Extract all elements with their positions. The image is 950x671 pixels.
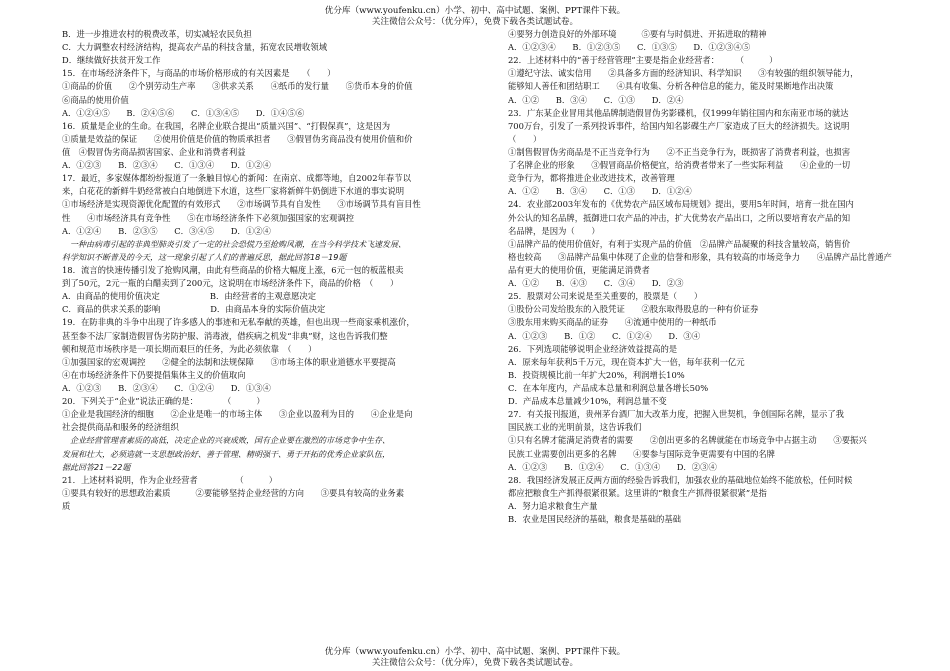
text-line: 外公认的知名品牌，抵御进口农产品的冲击，扩大优势农产品出口，之所以要培育农产品的知 (508, 212, 851, 223)
text-line: 民族工业需要创出更多的名牌 ④要参与国际竞争更需要有中国的名牌 (508, 448, 775, 459)
text-line: 顿和规范市场秩序是一项长期而艰巨的任务，为此必须依靠 （ ） (62, 343, 317, 354)
text-line: 格也较高 ③品牌产品集中体现了企业的信誉和形象，具有较高的市场竞争力 ④品牌产品比普通产 (508, 251, 892, 262)
text-line: B．农业是国民经济的基础，粮食是基础的基础 (508, 514, 682, 525)
text-line: 18．流言的快速传播引发了抢购风潮，由此有些商品的价格大幅度上涨，6元一包的板蓝根卖 (62, 264, 404, 275)
text-line: 甚至参不法厂家制造假冒伪劣防护服、消毒液，借疾病之机发“非典”财，这也告诉我们整 (62, 330, 388, 341)
header-line-1: 优分库（www.youfenku.cn）小学、初中、高中试题、案例、PPT课件下载。 (324, 6, 626, 16)
text-line: A．①②③④ B．①②③⑤ C．①③⑤ D．①②③④⑤ (508, 42, 751, 53)
footer-line-1: 优分库（www.youfenku.cn）小学、初中、高中试题、案例、PPT课件下载。 (324, 647, 626, 657)
text-line: 品有更大的使用价值，更能满足消费者 (508, 264, 650, 275)
text-line: ①股份公司发给股东的入股凭证 ②股东取得股息的一种有价证券 (508, 304, 759, 315)
text-line: 能够知人善任和团结职工 ④具有收集、分析各种信息的能力，能及时果断地作出决策 (508, 81, 834, 92)
text-line: 企业经营管理者素质的高低，决定企业的兴衰成败，国有企业要在激烈的市场竞争中生存、 (62, 436, 390, 446)
text-line: 社会提供商品和服务的经济组织 (62, 422, 179, 433)
text-line: 22．上述材料中的“善于经营管理”主要是指企业经营者： （ ） (508, 55, 778, 66)
text-line: A．①②③ B．②③④ C．①②④ D．①③④ (62, 382, 271, 393)
text-line: D．产品成本总量减少10%，利润总量不变 (508, 396, 667, 407)
text-line: ①遵纪守法、诚实信用 ②具备多方面的经济知识、科学知识 ③有较强的组织领导能力， (508, 68, 859, 79)
text-line: 一种由病毒引起的非典型肺炎引发了一定的社会恐慌乃至抢购风潮，在当今科学技术飞速发展、 (62, 239, 406, 249)
page-footer (0, 647, 950, 668)
text-line: A．努力追求粮食生产量 (508, 500, 598, 511)
text-line: ①企业是我国经济的细胞 ②企业是唯一的市场主体 ③企业以盈利为目的 ④企业是向 (62, 409, 413, 420)
text-line: 性 ④市场经济具有竞争性 ⑤在市场经济条件下必须加强国家的宏观调控 (62, 212, 355, 223)
text-line: ①市场经济是实现资源优化配置的有效形式 ②市场调节具有自发性 ③市场调节具有盲目性 (62, 199, 421, 210)
text-line: 23．广东某企业冒用其他品牌制造假冒伪劣影碟机，仅1999年销往国内和东南亚市场的就达 (508, 107, 849, 118)
text-line: 质 (62, 500, 71, 511)
text-line: 都应把粮食生产抓得很紧很紧。这里讲的“粮食生产抓得很紧很紧”是指 (508, 487, 767, 498)
text-line: 26．下列选项能够说明企业经济效益提高的是 (508, 343, 678, 354)
text-line: ④在市场经济条件下仍要提倡集体主义的价值取向 (62, 369, 246, 380)
footer-line-2: 关注微信公众号：（优分库），免费下载各类试题试卷。 (371, 657, 579, 668)
text-line: 科学知识不断普及的今天，这一现象引起了人们的普遍反思，据此回答18－19题 (62, 252, 347, 262)
text-line: 来，白花花的新鲜牛奶经常被白白地倒进下水道，这些厂家将新鲜牛奶倒进下水道的事实说明 (62, 186, 405, 197)
right-column (508, 28, 932, 526)
text-line: 据此回答21－22题 (62, 462, 131, 472)
text-line: C．商品的供求关系的影响 D．由商品本身的实际价值决定 (62, 304, 326, 315)
text-line: A．①② B．④③ C．③④ D．②③ (508, 278, 684, 289)
text-line: 到了50元，2元一瓶的白醋卖到了200元，这说明在市场经济条件下，商品的价格 （ ） (62, 278, 399, 289)
text-line: 16．质量是企业的生命。在我国，名牌企业联合提出“质量兴国”、“打假保真”，这是因为 (62, 120, 391, 131)
text-line: ①要具有较好的思想政治素质 ②要能够坚持企业经营的方向 ③要具有较高的业务素 (62, 487, 405, 498)
text-line: A．①②③ B．①② C．①②④ D．③④ (508, 330, 701, 341)
text-line: D．继续做好扶贫开发工作 (62, 55, 161, 66)
text-line: ①质量是效益的保证 ②使用价值是价值的物质承担者 ③假冒伪劣商品没有使用价值和价 (62, 133, 413, 144)
page-header (0, 6, 950, 27)
text-line: ④要努力创造良好的外部环境 ⑤要有与时俱进、开拓进取的精神 (508, 29, 767, 39)
text-line: ③股东用来购买商品的证券 ④流通中使用的一种纸币 (508, 317, 717, 328)
text-line: B．进一步推进农村的税费改革，切实减轻农民负担 (62, 29, 252, 39)
text-line: 28．我国经济发展正反两方面的经验告诉我们，加强农业的基础地位始终不能放松，任何时候 (508, 474, 853, 485)
text-line: C．大力调整农村经济结构，提高农产品的科技含量，拓宽农民增收领域 (62, 42, 328, 53)
text-line: 700万台，引发了一系列投诉事件，给国内知名影碟生产厂家造成了巨大的经济损失。这说明 (508, 120, 850, 131)
text-line: 20．下列关于“企业”说法正确的是： （ ） (62, 396, 265, 407)
text-line: A．由商品的使用价值决定 B．由经营者的主观意愿决定 (62, 291, 317, 302)
text-line: 17．最近，多家媒体都纷纷报道了一条触目惊心的新闻：在南京、成都等地，自2002年春节以 (62, 173, 411, 184)
text-line: 值 ④假冒伪劣商品损害国家、企业和消费者利益 (62, 146, 246, 157)
text-line: 15．在市场经济条件下，与商品的市场价格形成的有关因素是 （ ） (62, 68, 336, 79)
left-column (62, 28, 486, 513)
header-line-2: 关注微信公众号：（优分库），免费下载各类试题试卷。 (371, 16, 579, 27)
text-line: 27．有关报刊报道，贵州茅台酒厂加大改革力度，把握入世契机，争创国际名牌，显示了我 (508, 409, 845, 420)
text-line: ①品牌产品的使用价值好，有利于实现产品的价值 ②品牌产品凝聚的科技含量较高，销售价 (508, 238, 851, 249)
text-line: A．①②③ B．②③④ C．①③④ D．①②④ (62, 160, 271, 171)
text-line: A．原来每年获利5千万元，现在资本扩大一倍，每年获利一亿元 (508, 356, 745, 367)
text-line: ⑥商品的使用价值 (62, 94, 129, 105)
text-line: 国民族工业的光明前景，这告诉我们 (508, 422, 642, 433)
text-line: ①制售假冒伪劣商品是不正当竞争行为 ②不正当竞争行为，既损害了消费者利益，也损害 (508, 146, 851, 157)
text-line: A．①②④⑤ B．②④⑤⑥ C．①③④⑤ D．①④⑤⑥ (62, 107, 305, 118)
text-line: A．①②③ B．①②④ C．①③④ D．②③④ (508, 461, 717, 472)
text-line: A．①② B．③④ C．①③ D．①②④ (508, 186, 692, 197)
text-line: 竞争行为，都将推进企业改进技术，改善管理 (508, 173, 675, 184)
text-line: 21．上述材料说明，作为企业经营者 （ ） (62, 474, 278, 485)
text-line: 名品牌，是因为（ ） (508, 225, 600, 236)
text-line: ①只有名牌才能满足消费者的需要 ②创出更多的名牌就能在市场竞争中占据主动 ③要振兴 (508, 435, 867, 446)
text-line: （ ） (508, 133, 542, 144)
text-line: B．投资规模比前一年扩大20%，利润增长10% (508, 369, 685, 380)
text-line: 25．股票对公司来说是至关重要的，股票是（ ） (508, 291, 703, 302)
text-line: 发展和壮大，必须造就一支思想政治好、善于管理、精明强干、勇于开拓的优秀企业家队伍， (62, 449, 390, 459)
text-line: 24．农业部2003年发布的《优势农产品区域布局规划》提出，要用5年时间，培育一批在国内 (508, 199, 854, 210)
text-line: ①商品的价值 ②个别劳动生产率 ③供求关系 ④纸币的发行量 ⑤货币本身的价值 (62, 81, 413, 92)
text-line: ①加强国家的宏观调控 ②健全的法制和法规保障 ③市场主体的职业道德水平要提高 (62, 356, 396, 367)
text-line: A．①② B．③④ C．①③ D．②④ (508, 94, 684, 105)
text-line: 了名牌企业的形象 ③假冒商品价格便宜，给消费者带来了一些实际利益 ④企业的一切 (508, 160, 851, 171)
text-line: 19．在防非典的斗争中出现了许多感人的事迹和无私奉献的英雄，但也出现一些商家乘机涨价， (62, 317, 415, 328)
text-line: C．在本年度内，产品成本总量和利润总量各增长50% (508, 382, 709, 393)
text-line: A．①②④ B．②③⑤ C．③④⑤ D．①②④ (62, 225, 271, 236)
